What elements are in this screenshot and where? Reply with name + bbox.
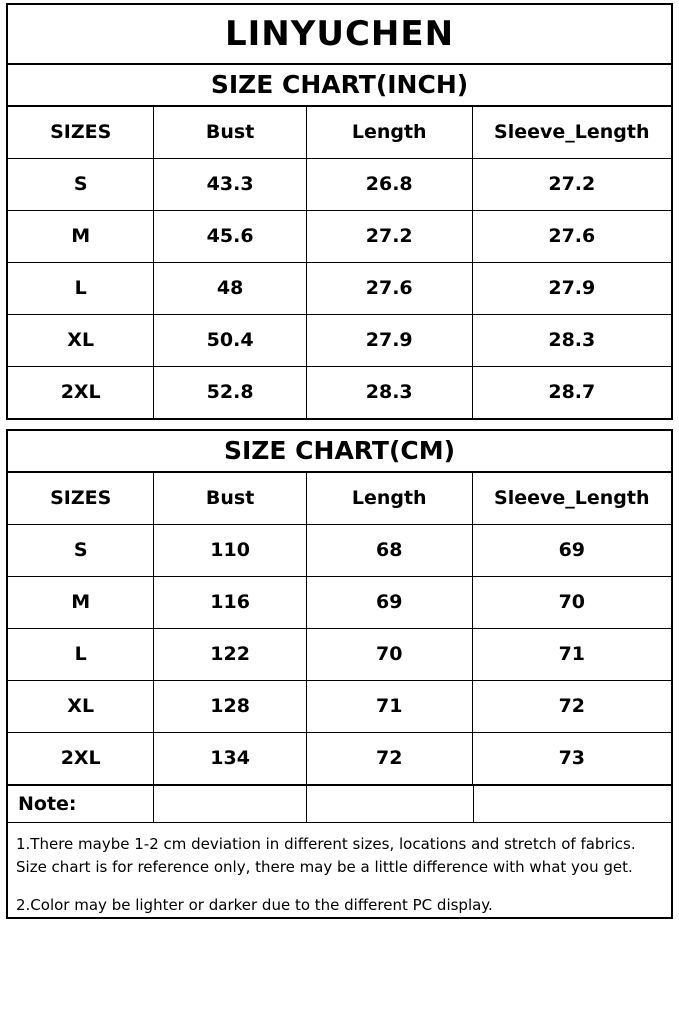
table-row — [8, 159, 671, 211]
table-row — [8, 211, 671, 263]
cell-bust: 110 — [154, 525, 306, 577]
cell-bust: 52.8 — [154, 367, 306, 419]
size-chart-cm-caption: SIZE CHART(CM) — [8, 431, 671, 473]
notes-header-cell — [307, 786, 473, 822]
table-row — [8, 681, 671, 733]
cell-length: 27.6 — [306, 263, 472, 315]
cell-size: S — [8, 159, 154, 211]
cell-sleeve-length: 27.9 — [472, 263, 671, 315]
cell-length: 27.9 — [306, 315, 472, 367]
cell-size: M — [8, 577, 154, 629]
cell-size: L — [8, 263, 154, 315]
column-header-bust: Bust — [154, 473, 306, 525]
cell-length: 70 — [306, 629, 472, 681]
column-header-sleeve-length: Sleeve_Length — [472, 473, 671, 525]
table-row — [8, 629, 671, 681]
size-chart-inch — [6, 65, 673, 420]
note-item-2 — [8, 880, 671, 917]
table-row — [8, 577, 671, 629]
table-row — [8, 525, 671, 577]
notes-label: Note: — [8, 786, 154, 822]
notes-header-cell — [154, 786, 308, 822]
notes-section — [6, 786, 673, 919]
cell-size: S — [8, 525, 154, 577]
column-header-length: Length — [306, 473, 472, 525]
note-text: 2.Color may be lighter or darker due to the different PC display. — [16, 895, 493, 914]
size-table-cm — [8, 473, 671, 784]
cell-length: 71 — [306, 681, 472, 733]
cell-size: XL — [8, 315, 154, 367]
notes-header-fill — [154, 786, 671, 822]
cell-sleeve-length: 27.6 — [472, 211, 671, 263]
cell-size: 2XL — [8, 733, 154, 785]
cell-sleeve-length: 72 — [472, 681, 671, 733]
size-table-inch — [8, 107, 671, 418]
size-chart-page — [0, 3, 679, 1016]
cell-length: 68 — [306, 525, 472, 577]
cell-sleeve-length: 28.7 — [472, 367, 671, 419]
cell-sleeve-length: 73 — [472, 733, 671, 785]
note-item-1 — [8, 823, 671, 880]
cell-length: 26.8 — [306, 159, 472, 211]
table-row — [8, 315, 671, 367]
cell-sleeve-length: 28.3 — [472, 315, 671, 367]
cell-length: 27.2 — [306, 211, 472, 263]
notes-header-row — [8, 786, 671, 823]
column-header-sleeve-length: Sleeve_Length — [472, 107, 671, 159]
cell-bust: 48 — [154, 263, 306, 315]
size-chart-cm — [6, 429, 673, 786]
table-row — [8, 367, 671, 419]
table-header-row — [8, 107, 671, 159]
cell-length: 69 — [306, 577, 472, 629]
cell-bust: 128 — [154, 681, 306, 733]
cell-size: M — [8, 211, 154, 263]
size-chart-inch-caption: SIZE CHART(INCH) — [8, 65, 671, 107]
cell-bust: 45.6 — [154, 211, 306, 263]
cell-size: 2XL — [8, 367, 154, 419]
cell-length: 72 — [306, 733, 472, 785]
cell-size: L — [8, 629, 154, 681]
column-header-sizes: SIZES — [8, 107, 154, 159]
note-text: 1.There maybe 1-2 cm deviation in different sizes, locations and stretch of fabrics. Size chart is for reference only, there may be a little difference with what you get. — [16, 835, 636, 877]
brand-header — [6, 3, 673, 65]
table-row — [8, 733, 671, 785]
notes-header-cell — [474, 786, 671, 822]
cell-size: XL — [8, 681, 154, 733]
brand-title: LINYUCHEN — [224, 14, 455, 54]
cell-length: 28.3 — [306, 367, 472, 419]
column-header-bust: Bust — [154, 107, 306, 159]
cell-bust: 134 — [154, 733, 306, 785]
cell-bust: 50.4 — [154, 315, 306, 367]
column-header-sizes: SIZES — [8, 473, 154, 525]
table-header-row — [8, 473, 671, 525]
column-header-length: Length — [306, 107, 472, 159]
cell-bust: 122 — [154, 629, 306, 681]
cell-bust: 43.3 — [154, 159, 306, 211]
cell-sleeve-length: 69 — [472, 525, 671, 577]
cell-sleeve-length: 71 — [472, 629, 671, 681]
cell-sleeve-length: 27.2 — [472, 159, 671, 211]
cell-sleeve-length: 70 — [472, 577, 671, 629]
cell-bust: 116 — [154, 577, 306, 629]
table-row — [8, 263, 671, 315]
